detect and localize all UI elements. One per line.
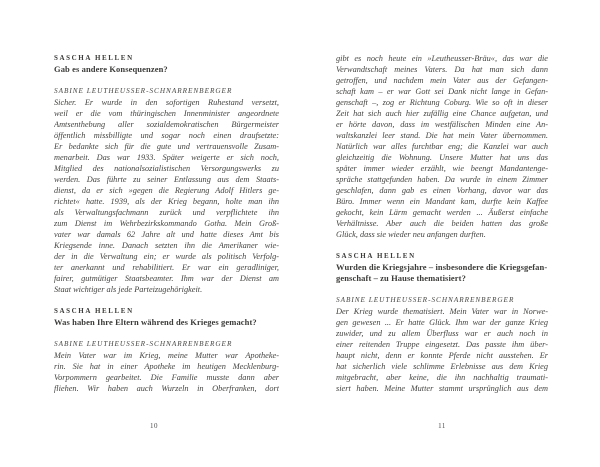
page-number-left: 10: [150, 422, 158, 430]
answer-line: vater war damals 62 Jahre alt und hatte dieses Amt bis: [54, 230, 279, 239]
answer-line: Mitglied des nationalsozialistischen Versorgungswerks zu: [54, 164, 279, 173]
answer-line: Zeit hat sich auch hier zufällig eine Chance aufgetan, und: [336, 109, 548, 118]
answer-line: weil er die vom thüringischen Innenminister angeordnete: [54, 109, 279, 118]
answer-line: Verwandtschaft meines Vaters. Da hat man sich dann: [336, 65, 548, 74]
answer-line: rin. Sie hat in einer Apotheke im heutigen Mecklenburg-: [54, 362, 279, 371]
answer-line: gleichzeitig die Wohnung. Unsere Mutter hat uns das: [336, 153, 548, 162]
interviewee-name: SABINE LEUTHEUSSER-SCHNARRENBERGER: [54, 340, 233, 348]
answer-line: Verhältnisse. Aber auch die beiden hatten das große: [336, 219, 548, 228]
answer-line: haupt nicht, denn er konnte Pferde nicht ausstehen. Er: [336, 351, 548, 360]
answer-line: später immer wieder erzählt, wie beengt Mandantenge-: [336, 164, 548, 173]
answer-line: gen gewesen ... Er hatte Glück. Ihm war der ganze Krieg: [336, 318, 548, 327]
answer-line: Amtsenthebung aller sozialdemokratischen Bürgermeister: [54, 120, 279, 129]
answer-line: fairer, gutmütiger Staatsbeamter. Ihm war der Dienst am: [54, 274, 279, 283]
question-line: Was haben Ihre Eltern während des Krieges gemacht?: [54, 317, 257, 327]
answer-line: Natürlich war alles furchtbar eng; die Kanzlei war auch: [336, 142, 548, 151]
interviewee-name: SABINE LEUTHEUSSER-SCHNARRENBERGER: [54, 87, 233, 95]
answer-line: Staat wichtiger als jede Parteizugehörigkeit.: [54, 285, 203, 294]
answer-line: geschlafen, dann gab es einen Vorhang, davor war das: [336, 186, 548, 195]
interviewer-name: SASCHA HELLEN: [54, 54, 134, 62]
answer-line: gekocht, kein Lärm gemacht werden ... Äußerst einfache: [336, 208, 548, 217]
answer-line: richtet« hatte. 1939, als der Krieg begann, holte man ihn: [54, 197, 279, 206]
answer-line: einer reitenden Truppe eingesetzt. Das passte ihm über-: [336, 340, 548, 349]
answer-line: zuwider, und zu allem Überfluss war er auch noch in: [336, 329, 548, 338]
page-right: [336, 53, 548, 394]
answer-line: gibt es noch heute ein »Leutheusser-Bräu«, das war die: [336, 54, 548, 63]
answer-line: der in die Verwaltung ein; er wurde als politisch Verfolg-: [54, 252, 279, 261]
answer-line: waltskanzlei leer stand. Die hat mein Vater übernommen.: [336, 131, 548, 140]
answer-line: er hörte davon, dass im westfälischen Minden eine An-: [336, 120, 548, 129]
page-number-right: 11: [438, 422, 446, 430]
answer-line: als Verwaltungsfachmann zurück und verpflichtete ihn: [54, 208, 279, 217]
answer-line: öffentlich missbilligte und sogar noch einen draufsetzte:: [54, 131, 279, 140]
answer-line: Der Krieg wurde thematisiert. Mein Vater war in Norwe-: [336, 307, 548, 316]
answer-line: schaft kam – er war Gott sei Dank nicht lange in Gefan-: [336, 87, 548, 96]
answer-line: Mein Vater war im Krieg, meine Mutter war Apotheke-: [54, 351, 279, 360]
answer-line: ter anerkannt und rehabilitiert. Er war ein geradliniger,: [54, 263, 279, 272]
answer-line: fliehen. Wir haben auch Wurzeln in Oberfranken, dort: [54, 384, 279, 393]
answer-line: siert haben. Meine Mutter stammt ursprünglich aus dem: [336, 384, 548, 393]
page-left: [54, 53, 279, 394]
answer-line: Er bedankte sich für die gute und vertrauensvolle Zusam-: [54, 142, 279, 151]
answer-line: getroffen, und nachdem mein Vater aus der Gefangen-: [336, 76, 548, 85]
answer-line: Vorpommern gearbeitet. Die Familie musste dann aber: [54, 373, 279, 382]
answer-line: Büro. Immer wenn ein Mandant kam, durfte kein Kaffee: [336, 197, 548, 206]
answer-line: dienst, da er sich »gegen die Regierung Adolf Hitlers ge-: [54, 186, 279, 195]
interviewee-name: SABINE LEUTHEUSSER-SCHNARRENBERGER: [336, 296, 515, 304]
answer-line: hat sicherlich viele schlimme Erlebnisse aus dem Krieg: [336, 362, 548, 371]
interviewer-name: SASCHA HELLEN: [336, 252, 416, 260]
answer-line: zum Dienst im Wehrbezirkskommando Gotha. Mein Groß-: [54, 219, 279, 228]
interviewer-name: SASCHA HELLEN: [54, 307, 134, 315]
question-line: genschaft – zu Hause thematisiert?: [336, 273, 466, 283]
answer-line: Kriegsende inne. Danach setzten ihn die Amerikaner wie-: [54, 241, 279, 250]
answer-line: menarbeit. Das war 1933. Später weigerte er sich noch,: [54, 153, 279, 162]
answer-line: werden. Das führte zu seiner Entlassung aus dem Staats-: [54, 175, 279, 184]
answer-line: Sicher. Er wurde in den sofortigen Ruhestand versetzt,: [54, 98, 279, 107]
question-line: Gab es andere Konsequenzen?: [54, 64, 168, 74]
answer-line: mitgebracht, aber keine, die ihn nachhaltig traumati-: [336, 373, 548, 382]
answer-line: Glück, dass sie wieder neu anfangen durften.: [336, 230, 486, 239]
answer-line: spräche stattgefunden haben. Da wurde in einem Zimmer: [336, 175, 548, 184]
answer-line: genschaft –, zog er Richtung Coburg. Wie so oft in dieser: [336, 98, 548, 107]
question-line: Wurden die Kriegsjahre – insbesondere die Kriegsgefan-: [336, 262, 548, 272]
